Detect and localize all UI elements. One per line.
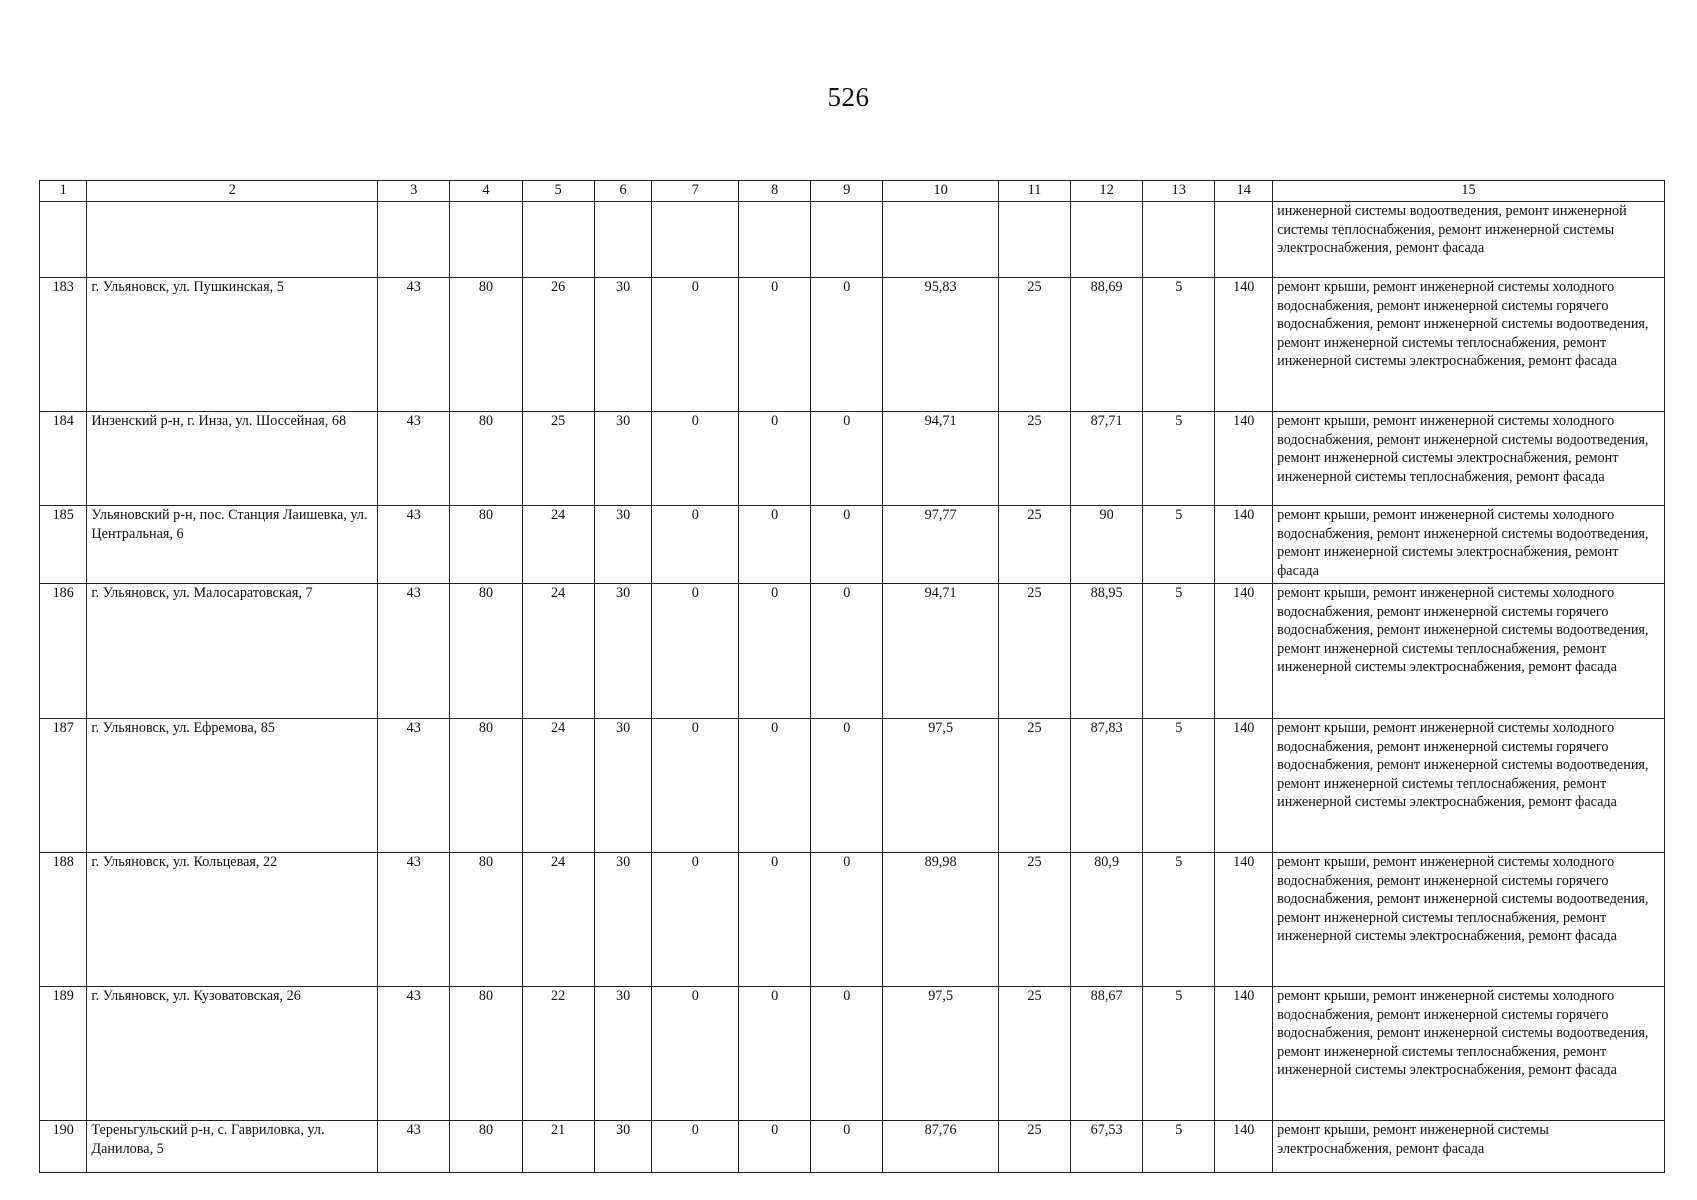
value-cell: 88,67: [1071, 987, 1143, 1121]
row-number-cell: 184: [40, 412, 87, 506]
empty-cell: [450, 202, 522, 278]
address-cell: г. Ульяновск, ул. Кузоватовская, 26: [87, 987, 378, 1121]
value-cell: 140: [1215, 719, 1273, 853]
value-cell: 30: [594, 719, 652, 853]
address-cell: Ульяновский р-н, пос. Станция Лаишевка, ул. Центральная, 6: [87, 506, 378, 584]
value-cell: 80: [450, 506, 522, 584]
value-cell: 25: [998, 987, 1070, 1121]
table-row: [40, 584, 1665, 719]
value-cell: 0: [811, 506, 883, 584]
value-cell: 80: [450, 853, 522, 987]
value-cell: 43: [378, 506, 450, 584]
column-number: 4: [450, 181, 522, 202]
works-cell: инженерной системы водоотведения, ремонт инженерной системы теплоснабжения, ремонт инженерной системы электроснабжения, ремонт фасада: [1273, 202, 1665, 278]
value-cell: 43: [378, 584, 450, 719]
continuation-row: [40, 202, 1665, 278]
column-number: 9: [811, 181, 883, 202]
row-number-cell: 189: [40, 987, 87, 1121]
works-cell: ремонт крыши, ремонт инженерной системы холодного водоснабжения, ремонт инженерной системы водоотведения, ремонт инженерной системы электроснабжения, ремонт инженерной системы теплоснабжения, ремонт фасада: [1273, 412, 1665, 506]
value-cell: 25: [522, 412, 594, 506]
column-number-row: [40, 181, 1665, 202]
empty-cell: [594, 202, 652, 278]
value-cell: 87,83: [1071, 719, 1143, 853]
value-cell: 0: [739, 506, 811, 584]
column-number: 12: [1071, 181, 1143, 202]
empty-cell: [87, 202, 378, 278]
value-cell: 95,83: [883, 278, 998, 412]
value-cell: 0: [652, 719, 739, 853]
empty-cell: [40, 202, 87, 278]
table-row: [40, 506, 1665, 584]
value-cell: 43: [378, 1121, 450, 1173]
column-number: 7: [652, 181, 739, 202]
value-cell: 97,5: [883, 719, 998, 853]
value-cell: 25: [998, 584, 1070, 719]
value-cell: 24: [522, 719, 594, 853]
value-cell: 25: [998, 506, 1070, 584]
value-cell: 43: [378, 719, 450, 853]
value-cell: 5: [1143, 584, 1215, 719]
value-cell: 140: [1215, 1121, 1273, 1173]
value-cell: 5: [1143, 853, 1215, 987]
value-cell: 25: [998, 853, 1070, 987]
value-cell: 43: [378, 278, 450, 412]
value-cell: 30: [594, 506, 652, 584]
row-number-cell: 183: [40, 278, 87, 412]
value-cell: 5: [1143, 719, 1215, 853]
value-cell: 80: [450, 584, 522, 719]
column-number: 5: [522, 181, 594, 202]
empty-cell: [811, 202, 883, 278]
value-cell: 0: [739, 1121, 811, 1173]
value-cell: 0: [739, 853, 811, 987]
address-cell: г. Ульяновск, ул. Ефремова, 85: [87, 719, 378, 853]
empty-cell: [739, 202, 811, 278]
value-cell: 140: [1215, 987, 1273, 1121]
address-cell: Тереньгульский р-н, с. Гавриловка, ул. Данилова, 5: [87, 1121, 378, 1173]
value-cell: 5: [1143, 278, 1215, 412]
value-cell: 0: [739, 584, 811, 719]
works-cell: ремонт крыши, ремонт инженерной системы холодного водоснабжения, ремонт инженерной системы горячего водоснабжения, ремонт инженерной системы водоотведения, ремонт инженерной системы теплоснабжения, ремонт инженерной системы электроснабжения, ремонт фасада: [1273, 278, 1665, 412]
empty-cell: [1143, 202, 1215, 278]
value-cell: 89,98: [883, 853, 998, 987]
value-cell: 0: [652, 278, 739, 412]
empty-cell: [1215, 202, 1273, 278]
value-cell: 140: [1215, 853, 1273, 987]
value-cell: 88,95: [1071, 584, 1143, 719]
value-cell: 0: [739, 278, 811, 412]
value-cell: 87,76: [883, 1121, 998, 1173]
empty-cell: [522, 202, 594, 278]
value-cell: 90: [1071, 506, 1143, 584]
works-cell: ремонт крыши, ремонт инженерной системы электроснабжения, ремонт фасада: [1273, 1121, 1665, 1173]
value-cell: 140: [1215, 506, 1273, 584]
value-cell: 30: [594, 853, 652, 987]
value-cell: 30: [594, 278, 652, 412]
value-cell: 5: [1143, 987, 1215, 1121]
works-cell: ремонт крыши, ремонт инженерной системы холодного водоснабжения, ремонт инженерной системы горячего водоснабжения, ремонт инженерной системы водоотведения, ремонт инженерной системы теплоснабжения, ремонт инженерной системы электроснабжения, ремонт фасада: [1273, 719, 1665, 853]
column-number: 6: [594, 181, 652, 202]
value-cell: 87,71: [1071, 412, 1143, 506]
column-number: 1: [40, 181, 87, 202]
value-cell: 30: [594, 987, 652, 1121]
address-cell: г. Ульяновск, ул. Пушкинская, 5: [87, 278, 378, 412]
works-cell: ремонт крыши, ремонт инженерной системы холодного водоснабжения, ремонт инженерной системы горячего водоснабжения, ремонт инженерной системы водоотведения, ремонт инженерной системы теплоснабжения, ремонт инженерной системы электроснабжения, ремонт фасада: [1273, 853, 1665, 987]
page-number: 526: [827, 82, 870, 112]
value-cell: 30: [594, 584, 652, 719]
column-number: 14: [1215, 181, 1273, 202]
value-cell: 30: [594, 412, 652, 506]
value-cell: 0: [739, 412, 811, 506]
value-cell: 0: [811, 412, 883, 506]
value-cell: 0: [652, 412, 739, 506]
value-cell: 0: [811, 987, 883, 1121]
value-cell: 97,5: [883, 987, 998, 1121]
value-cell: 80: [450, 412, 522, 506]
value-cell: 25: [998, 412, 1070, 506]
value-cell: 0: [652, 1121, 739, 1173]
value-cell: 0: [652, 853, 739, 987]
column-number: 15: [1273, 181, 1665, 202]
table-row: [40, 853, 1665, 987]
value-cell: 80: [450, 278, 522, 412]
value-cell: 80: [450, 987, 522, 1121]
value-cell: 67,53: [1071, 1121, 1143, 1173]
value-cell: 0: [811, 719, 883, 853]
value-cell: 5: [1143, 506, 1215, 584]
column-number: 10: [883, 181, 998, 202]
value-cell: 30: [594, 1121, 652, 1173]
row-number-cell: 187: [40, 719, 87, 853]
column-number: 13: [1143, 181, 1215, 202]
value-cell: 24: [522, 506, 594, 584]
table-row: [40, 719, 1665, 853]
value-cell: 21: [522, 1121, 594, 1173]
value-cell: 0: [652, 584, 739, 719]
column-number: 2: [87, 181, 378, 202]
value-cell: 80: [450, 719, 522, 853]
value-cell: 80: [450, 1121, 522, 1173]
value-cell: 94,71: [883, 412, 998, 506]
value-cell: 0: [739, 719, 811, 853]
value-cell: 24: [522, 584, 594, 719]
value-cell: 22: [522, 987, 594, 1121]
value-cell: 43: [378, 987, 450, 1121]
value-cell: 25: [998, 719, 1070, 853]
repair-table: [39, 180, 1665, 1173]
value-cell: 94,71: [883, 584, 998, 719]
address-cell: г. Ульяновск, ул. Кольцевая, 22: [87, 853, 378, 987]
value-cell: 0: [652, 506, 739, 584]
value-cell: 140: [1215, 412, 1273, 506]
table-row: [40, 278, 1665, 412]
table-row: [40, 1121, 1665, 1173]
value-cell: 0: [811, 853, 883, 987]
value-cell: 24: [522, 853, 594, 987]
column-number: 3: [378, 181, 450, 202]
works-cell: ремонт крыши, ремонт инженерной системы холодного водоснабжения, ремонт инженерной системы горячего водоснабжения, ремонт инженерной системы водоотведения, ремонт инженерной системы теплоснабжения, ремонт инженерной системы электроснабжения, ремонт фасада: [1273, 584, 1665, 719]
value-cell: 26: [522, 278, 594, 412]
empty-cell: [883, 202, 998, 278]
value-cell: 0: [811, 1121, 883, 1173]
empty-cell: [652, 202, 739, 278]
value-cell: 80,9: [1071, 853, 1143, 987]
works-cell: ремонт крыши, ремонт инженерной системы холодного водоснабжения, ремонт инженерной системы горячего водоснабжения, ремонт инженерной системы водоотведения, ремонт инженерной системы теплоснабжения, ремонт инженерной системы электроснабжения, ремонт фасада: [1273, 987, 1665, 1121]
value-cell: 25: [998, 278, 1070, 412]
value-cell: 25: [998, 1121, 1070, 1173]
row-number-cell: 190: [40, 1121, 87, 1173]
value-cell: 0: [652, 987, 739, 1121]
empty-cell: [1071, 202, 1143, 278]
table-body: [40, 278, 1665, 1173]
value-cell: 0: [811, 278, 883, 412]
value-cell: 5: [1143, 1121, 1215, 1173]
column-number: 8: [739, 181, 811, 202]
table-row: [40, 412, 1665, 506]
address-cell: Инзенский р-н, г. Инза, ул. Шоссейная, 68: [87, 412, 378, 506]
value-cell: 43: [378, 853, 450, 987]
value-cell: 0: [811, 584, 883, 719]
value-cell: 5: [1143, 412, 1215, 506]
value-cell: 97,77: [883, 506, 998, 584]
value-cell: 0: [739, 987, 811, 1121]
empty-cell: [378, 202, 450, 278]
table-row: [40, 987, 1665, 1121]
value-cell: 140: [1215, 584, 1273, 719]
value-cell: 43: [378, 412, 450, 506]
row-number-cell: 188: [40, 853, 87, 987]
empty-cell: [998, 202, 1070, 278]
works-cell: ремонт крыши, ремонт инженерной системы холодного водоснабжения, ремонт инженерной системы водоотведения, ремонт инженерной системы электроснабжения, ремонт фасада: [1273, 506, 1665, 584]
row-number-cell: 186: [40, 584, 87, 719]
row-number-cell: 185: [40, 506, 87, 584]
value-cell: 140: [1215, 278, 1273, 412]
column-number: 11: [998, 181, 1070, 202]
address-cell: г. Ульяновск, ул. Малосаратовская, 7: [87, 584, 378, 719]
value-cell: 88,69: [1071, 278, 1143, 412]
